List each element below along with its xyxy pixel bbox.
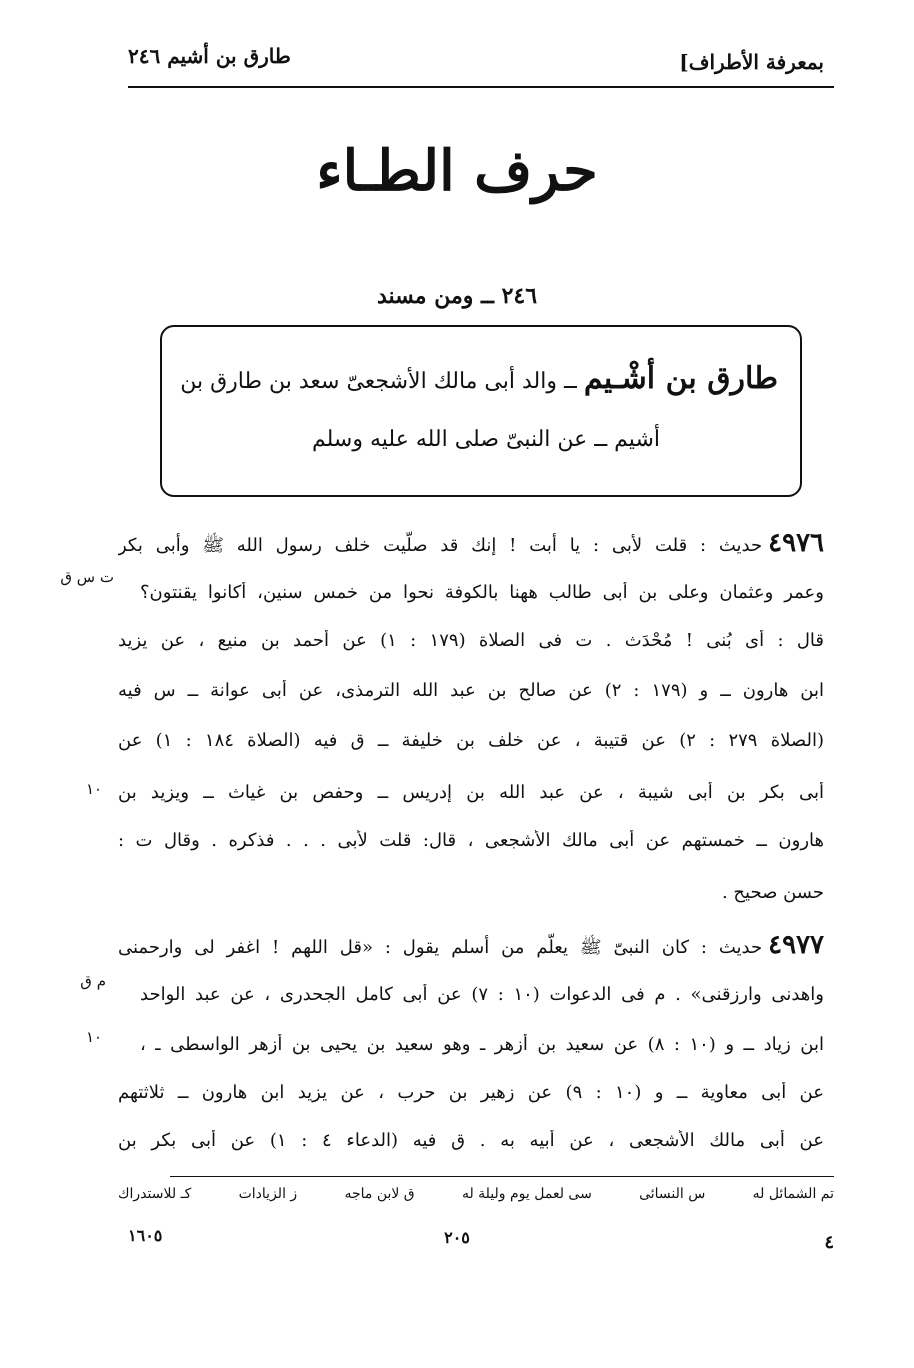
hadith-4977-text-1: حديث : كان النبىّ ﷺ يعلّم من أسلم يقول : «قل اللهم ! اغفر لى وارحمنى [118, 937, 763, 958]
abbrev-istidrak: كـ للاستدراك [118, 1186, 192, 1202]
hadith-4976-line-2: وعمر وعثمان وعلى بن أبى طالب ههنا بالكوفة نحوا من خمس سنين، أكانوا يقنتون؟ [140, 582, 824, 603]
hadith-4976-line-8: حسن صحيح . [721, 882, 824, 903]
running-header-right: بمعرفة الأطراف] [679, 50, 824, 74]
abbrev-nasai: س النسائى [639, 1186, 706, 1202]
hadith-4977-line-5: عن أبى مالك الأشجعى ، عن أبيه به . ق فيه (الدعاء ٤ : ١) عن أبى بكر بن [118, 1130, 824, 1151]
hadith-4976-line-7: هارون ــ خمستهم عن أبى مالك الأشجعى ، قال: قلت لأبى . . . فذكره . وقال ت : [118, 830, 824, 851]
hadith-4976-sigla: ت س ق [60, 568, 114, 586]
hadith-4976-text-1: حديث : قلت لأبى : يا أبت ! إنك قد صلّيت خلف رسول الله ﷺ وأبى بكر [118, 535, 763, 556]
volume-number: ٤ [824, 1232, 834, 1253]
folio-number: ١٦٠٥ [128, 1226, 163, 1245]
page-number: ٢٠٥ [444, 1228, 470, 1247]
header-rule [128, 86, 834, 88]
abbrev-ziyadat: ز الزيادات [238, 1186, 298, 1202]
musnad-name-box [160, 325, 802, 497]
footer-rule [170, 1176, 834, 1177]
hadith-4976-line-4: ابن هارون ــ و (١٧٩ : ٢) عن صالح بن عبد الله الترمذى، عن أبى عوانة ــ س فيه [118, 680, 824, 701]
musnad-name-big: طارق بن أشْـيم [583, 361, 778, 396]
abbrev-ibn-majah: ق لابن ماجه [344, 1186, 415, 1202]
hadith-4976-line-5: (الصلاة ٢٧٩ : ٢) عن قتيبة ، عن خلف بن خليفة ــ ق فيه (الصلاة ١٨٤ : ١) عن [118, 730, 824, 751]
hadith-4977-line-4: عن أبى معاوية ــ و (١٠ : ٩) عن زهير بن حرب ، عن يزيد ابن هارون ــ ثلاثتهم [118, 1082, 824, 1103]
musnad-name-rest: ــ والد أبى مالك الأشجعىّ سعد بن طارق بن [180, 369, 584, 394]
hadith-4977-line-1 [118, 930, 824, 962]
chapter-title: حرف الطـاء [316, 138, 598, 204]
hadith-4977-line-3: ابن زياد ــ و (١٠ : ٨) عن سعيد بن أزهر ـ وهو سعيد بن يحيى بن أزهر الواسطى ـ ، [140, 1034, 824, 1055]
musnad-heading: ٢٤٦ ــ ومن مسند [376, 283, 538, 309]
hadith-4977-number: ٤٩٧٧ [768, 930, 824, 960]
musnad-name-line-1 [180, 361, 778, 396]
hadith-4977-sigla: م ق [80, 972, 106, 990]
running-header-left: طارق بن أشيم ٢٤٦ [128, 44, 291, 68]
hadith-4976-number: ٤٩٧٦ [768, 528, 824, 558]
abbrev-shamail: تم الشمائل له [752, 1186, 834, 1202]
hadith-4977-margin-number: ١٠ [86, 1028, 103, 1046]
hadith-4977-line-2: واهدنى وارزقنى» . م فى الدعوات (١٠ : ٧) عن أبى كامل الجحدرى ، عن عبد الواحد [140, 984, 824, 1005]
hadith-4976-margin-number: ١٠ [86, 780, 103, 798]
hadith-4976-line-6: أبى بكر بن أبى شيبة ، عن عبد الله بن إدريس ــ وحفص بن غياث ــ ويزيد بن [118, 782, 824, 803]
hadith-4976-line-1 [118, 528, 824, 560]
musnad-name-line-2: أشيم ــ عن النبىّ صلى الله عليه وسلم [312, 427, 660, 452]
hadith-4976-line-3: قال : أى بُنى ! مُحْدَث . ت فى الصلاة (١٧٩ : ١) عن أحمد بن منيع ، عن يزيد [118, 630, 824, 651]
abbrev-amal-yawm: سى لعمل يوم وليلة له [461, 1186, 592, 1202]
footer-abbreviations [118, 1186, 834, 1202]
